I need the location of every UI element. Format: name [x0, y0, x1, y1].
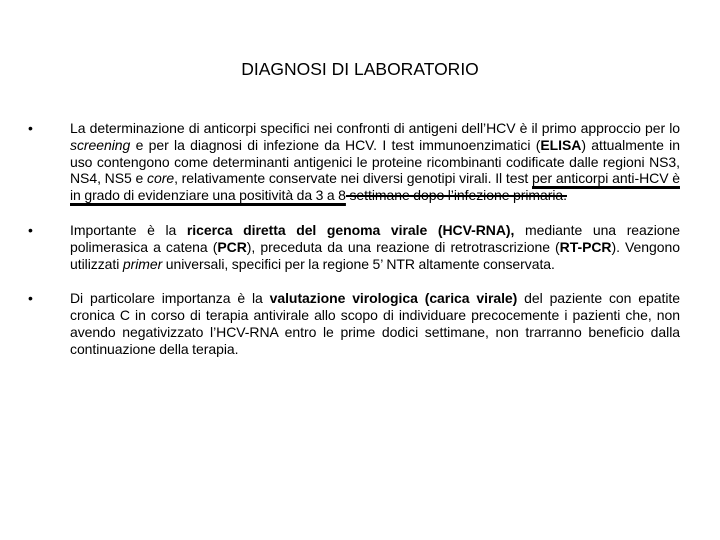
text-run: del paziente con epatite cronica C in corso di terapia antivirale allo scopo di individuare precocemente i pazienti che, non avendo negativizzato l’HCV-RNA entro le prime dodici settimane, non trarranno beneficio dalla continuazione della terapia.: [70, 290, 680, 357]
text-run: ), preceduta da una reazione di retrotrascrizione (: [246, 238, 560, 255]
bullet-dot-icon: •: [28, 221, 33, 238]
text-run: ). Vengono utilizzati: [70, 238, 680, 272]
bold-term: ELISA: [540, 136, 582, 153]
bullet-text: [70, 222, 680, 272]
text-run: Importante è la: [70, 221, 187, 238]
slide-title: DIAGNOSI DI LABORATORIO: [241, 59, 479, 79]
bullet-text: [70, 120, 680, 204]
struck-text: settimane dopo l’infezione primaria.: [345, 187, 567, 204]
bold-term: ricerca diretta del genoma virale (HCV-RNA),: [186, 221, 515, 238]
text-run: ) attualmente in uso contengono come determinanti antigenici le proteine ricombinanti codificate dalle regioni NS3, NS4, NS5 e: [70, 136, 680, 187]
text-run: La determinazione di anticorpi specifici nei confronti di antigeni dell’HCV è il primo approccio per lo: [70, 120, 680, 136]
bold-term: RT-PCR: [559, 238, 612, 255]
bullet-list: [28, 120, 680, 376]
text-run: , relativamente conservate nei diversi genotipi virali. Il test: [174, 170, 533, 187]
bullet-item-anticorpi: [28, 120, 680, 204]
italic-term: screening: [70, 136, 131, 153]
text-run: Di particolare importanza è la: [70, 290, 270, 307]
text-run: universali, specifici per la regione 5’ NTR altamente conservata.: [162, 255, 555, 272]
bullet-text: [70, 290, 680, 357]
text-run: mediante una reazione polimerasica a catena (: [70, 221, 680, 255]
italic-term: primer: [122, 255, 163, 272]
bullet-dot-icon: •: [28, 290, 33, 307]
bold-term: PCR: [217, 238, 247, 255]
italic-term: core: [147, 170, 175, 187]
text-run: e per la diagnosi di infezione da HCV. I test immunoenzimatici (: [130, 136, 541, 153]
bullet-dot-icon: •: [28, 120, 33, 136]
underlined-text: per anticorpi anti-HCV è in grado di evidenziare una positività da 3 a 8: [70, 170, 680, 204]
bullet-item-carica-virale: [28, 290, 680, 357]
bold-term: valutazione virologica (carica virale): [269, 290, 518, 307]
bullet-item-pcr: [28, 222, 680, 272]
